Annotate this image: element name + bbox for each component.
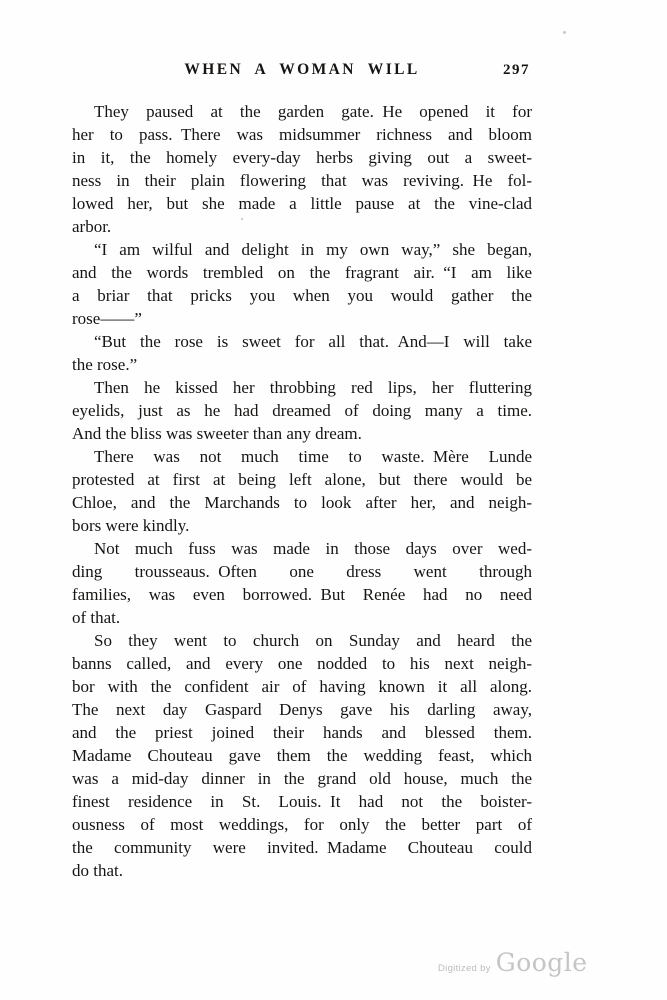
page-header (72, 61, 532, 83)
text-line: And the bliss was sweeter than any dream. (72, 424, 362, 443)
text-line: “I am wilful and delight in my own way,” she began, (94, 240, 532, 259)
text-line: There was not much time to waste. Mère Lunde (94, 447, 532, 466)
text-line: lowed her, but she made a little pause at the vine-clad (72, 194, 532, 213)
text-line: protested at first at being left alone, but there would be (72, 470, 532, 489)
text-line: and the priest joined their hands and blessed them. (72, 723, 532, 742)
paragraph (72, 537, 532, 629)
text-line: do that. (72, 861, 123, 880)
text-line: families, was even borrowed. But Renée had no need (72, 585, 532, 604)
text-line: So they went to church on Sunday and heard the (94, 631, 532, 650)
page-text (72, 100, 532, 882)
text-line: rose——” (72, 309, 142, 328)
text-line: was a mid-day dinner in the grand old house, much the (72, 769, 532, 788)
google-logo: Google (495, 948, 588, 977)
text-line: Then he kissed her throbbing red lips, her fluttering (94, 378, 532, 397)
text-line: eyelids, just as he had dreamed of doing many a time. (72, 401, 532, 420)
running-title: WHEN A WOMAN WILL (184, 61, 420, 78)
text-line: arbor. (72, 217, 112, 236)
scan-speck (563, 31, 566, 34)
text-line: bors were kindly. (72, 516, 190, 535)
watermark-text: Digitized by (438, 963, 491, 974)
text-line: ousness of most weddings, for only the better part of (72, 815, 532, 834)
watermark (438, 950, 588, 975)
paragraph (72, 100, 532, 238)
paragraph (72, 330, 532, 376)
text-line: Chloe, and the Marchands to look after her, and neigh- (72, 493, 532, 512)
text-line: ness in their plain flowering that was reviving. He fol- (72, 171, 532, 190)
text-line: of that. (72, 608, 121, 627)
paragraph (72, 445, 532, 537)
text-line: and the words trembled on the fragrant air. “I am like (72, 263, 532, 282)
text-line: in it, the homely every-day herbs giving out a sweet- (72, 148, 532, 167)
text-line: The next day Gaspard Denys gave his darling away, (72, 700, 532, 719)
scan-speck (241, 218, 243, 220)
text-line: the community were invited. Madame Chouteau could (72, 838, 532, 857)
paragraph (72, 629, 532, 882)
paragraph (72, 376, 532, 445)
text-line: Not much fuss was made in those days over wed- (94, 539, 532, 558)
text-line: a briar that pricks you when you would gather the (72, 286, 532, 305)
text-line: They paused at the garden gate. He opened it for (94, 102, 532, 121)
text-line: finest residence in St. Louis. It had not the boister- (72, 792, 532, 811)
text-line: the rose.” (72, 355, 138, 374)
text-line: Madame Chouteau gave them the wedding feast, which (72, 746, 532, 765)
page-number: 297 (503, 62, 530, 78)
text-line: her to pass. There was midsummer richness and bloom (72, 125, 532, 144)
text-line: banns called, and every one nodded to his next neigh- (72, 654, 532, 673)
text-line: ding trousseaus. Often one dress went through (72, 562, 532, 581)
paragraph (72, 238, 532, 330)
text-line: bor with the confident air of having known it all along. (72, 677, 532, 696)
text-line: “But the rose is sweet for all that. And—I will take (94, 332, 532, 351)
